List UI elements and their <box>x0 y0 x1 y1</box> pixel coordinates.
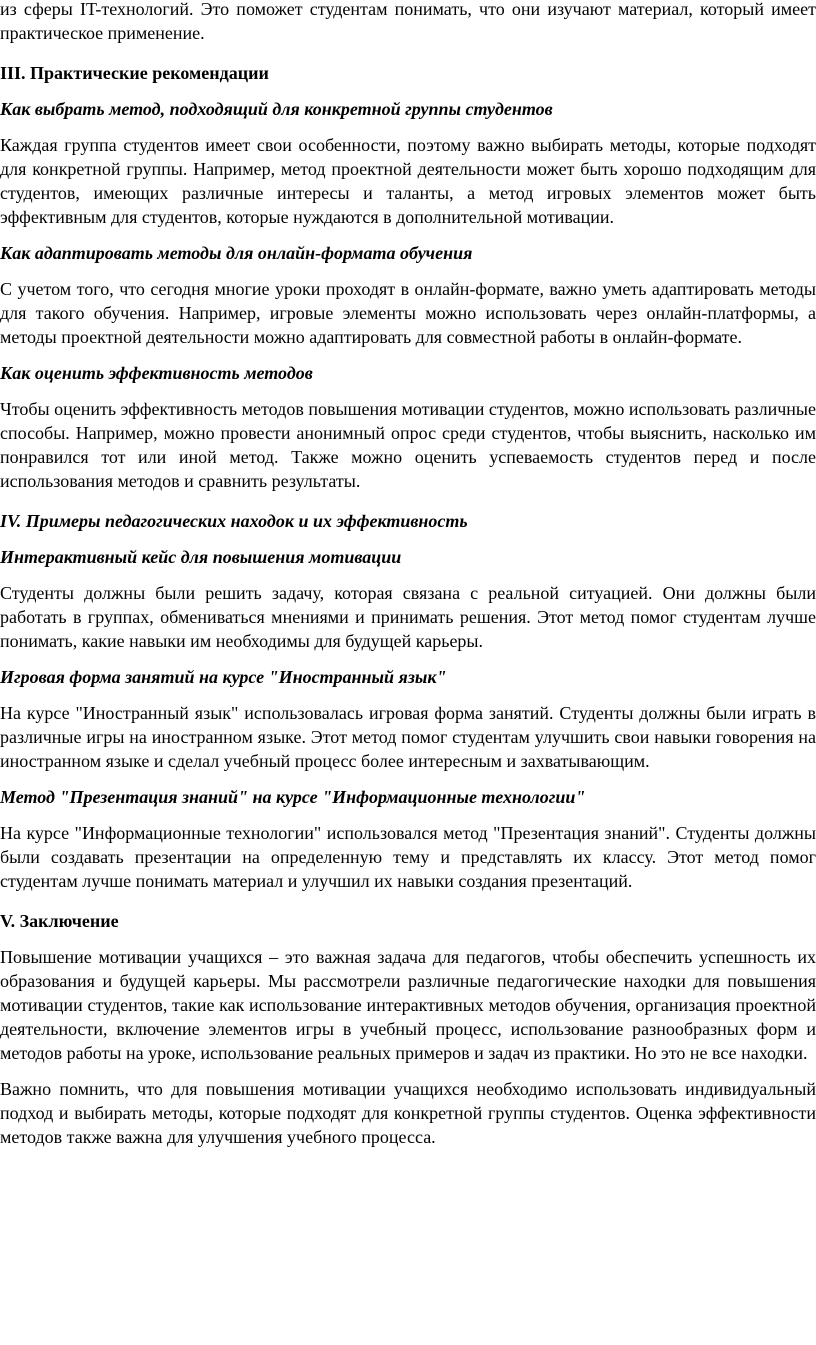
subheading-adapt-online: Как адаптировать методы для онлайн-формата обучения <box>0 243 473 263</box>
subheading-knowledge-presentation: Метод "Презентация знаний" на курсе "Информационные технологии" <box>0 787 586 807</box>
section-heading-conclusion: V. Заключение <box>0 911 119 931</box>
subheading-choose-method: Как выбрать метод, подходящий для конкретной группы студентов <box>0 99 553 119</box>
intro-continuation-paragraph: из сферы IT-технологий. Это поможет студентам понимать, что они изучают материал, который имеет практическое применение. <box>0 0 816 43</box>
section-heading-practical-recommendations: III. Практические рекомендации <box>0 63 269 83</box>
paragraph-adapt-online: С учетом того, что сегодня многие уроки проходят в онлайн-формате, важно уметь адаптировать методы для такого обучения. Например, игровые элементы можно использовать через онлайн-платформы, а методы проектной деятельности можно адаптировать для совместной работы в онлайн-формате. <box>0 279 816 347</box>
section-heading-pedagogical-examples: IV. Примеры педагогических находок и их эффективность <box>0 511 468 531</box>
paragraph-interactive-case: Студенты должны были решить задачу, которая связана с реальной ситуацией. Они должны были работать в группах, обмениваться мнениями и принимать решения. Этот метод помог студентам лучше понимать, какие навыки им необходимы для будущей карьеры. <box>0 583 816 651</box>
subheading-game-form: Игровая форма занятий на курсе "Иностранный язык" <box>0 667 447 687</box>
paragraph-conclusion-2: Важно помнить, что для повышения мотивации учащихся необходимо использовать индивидуальный подход и выбирать методы, которые подходят для конкретной группы студентов. Оценка эффективности методов также важна для улучшения учебного процесса. <box>0 1079 816 1147</box>
paragraph-choose-method: Каждая группа студентов имеет свои особенности, поэтому важно выбирать методы, которые подходят для конкретной группы. Например, метод проектной деятельности может быть хорошо подходящим для студентов, имеющих различные интересы и таланты, а метод игровых элементов может быть эффективным для студентов, которые нуждаются в дополнительной мотивации. <box>0 135 816 227</box>
paragraph-evaluate-effectiveness: Чтобы оценить эффективность методов повышения мотивации студентов, можно использовать различные способы. Например, можно провести анонимный опрос среди студентов, чтобы выяснить, насколько им понравился тот или иной метод. Также можно оценить успеваемость студентов перед и после использования методов и сравнить результаты. <box>0 399 816 491</box>
paragraph-game-form: На курсе "Иностранный язык" использовалась игровая форма занятий. Студенты должны были играть в различные игры на иностранном языке. Этот метод помог студентам улучшить свои навыки говорения на иностранном языке и сделал учебный процесс более интересным и захватывающим. <box>0 703 816 771</box>
subheading-evaluate-effectiveness: Как оценить эффективность методов <box>0 363 313 383</box>
paragraph-conclusion-1: Повышение мотивации учащихся – это важная задача для педагогов, чтобы обеспечить успешность их образования и будущей карьеры. Мы рассмотрели различные педагогические находки для повышения мотивации студентов, такие как использование интерактивных методов обучения, организация проектной деятельности, включение элементов игры в учебный процесс, использование разнообразных форм и методов работы на уроке, использование реальных примеров и задач из практики. Но это не все находки. <box>0 947 816 1063</box>
paragraph-knowledge-presentation: На курсе "Информационные технологии" использовался метод "Презентация знаний". Студенты должны были создавать презентации на определенную тему и представлять их классу. Этот метод помог студентам лучше понимать материал и улучшил их навыки создания презентаций. <box>0 823 816 891</box>
subheading-interactive-case: Интерактивный кейс для повышения мотивации <box>0 547 402 567</box>
